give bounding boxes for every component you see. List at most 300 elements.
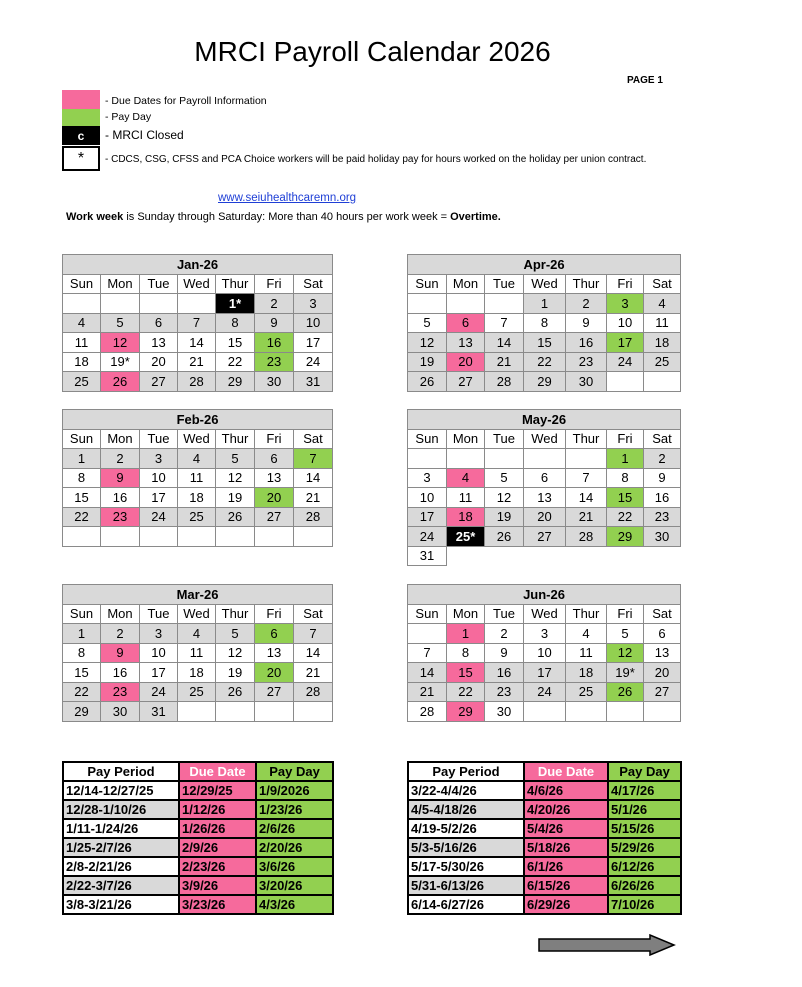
calendar-day: 20 xyxy=(255,488,294,508)
pay-period-cell: 1/11-1/24/26 xyxy=(63,819,179,838)
calendar-day: 2 xyxy=(644,449,681,469)
calendar-day: 9 xyxy=(101,468,140,488)
weekday-header: Tue xyxy=(140,604,178,624)
work-week-note xyxy=(66,211,501,223)
calendar-day: 4 xyxy=(178,449,216,469)
calendar-day: 10 xyxy=(140,468,178,488)
calendar-day: 29 xyxy=(524,372,566,392)
calendar-day: 21 xyxy=(294,488,333,508)
calendar-day: 28 xyxy=(566,527,607,547)
pay-period-table-left xyxy=(62,761,334,915)
weekday-header: Thur xyxy=(566,274,607,294)
calendar-day xyxy=(607,372,644,392)
calendar-day xyxy=(644,372,681,392)
calendar-day: 18 xyxy=(178,488,216,508)
calendar-day: 16 xyxy=(101,488,140,508)
calendar-day: 9 xyxy=(644,468,681,488)
calendar-day: 28 xyxy=(408,702,447,722)
calendar-day: 17 xyxy=(140,663,178,683)
weekday-header: Tue xyxy=(485,429,524,449)
calendar-day: 17 xyxy=(408,507,447,527)
calendar-day: 5 xyxy=(101,313,140,333)
weekday-header: Sat xyxy=(644,604,681,624)
pay-period-cell: 2/22-3/7/26 xyxy=(63,876,179,895)
calendar-day: 13 xyxy=(255,468,294,488)
calendar-day: 15 xyxy=(216,333,255,353)
calendar-day: 2 xyxy=(101,449,140,469)
weekday-header: Mon xyxy=(447,274,485,294)
calendar-day: 10 xyxy=(524,643,566,663)
legend-closed-swatch xyxy=(62,126,100,145)
due-date-cell: 1/26/26 xyxy=(179,819,256,838)
calendar-day: 22 xyxy=(63,682,101,702)
calendar-day: 4 xyxy=(178,624,216,644)
pay-day-cell: 5/15/26 xyxy=(608,819,681,838)
calendar-day: 6 xyxy=(140,313,178,333)
calendar-day: 6 xyxy=(255,449,294,469)
weekday-header: Sun xyxy=(63,604,101,624)
calendar-day: 31 xyxy=(294,372,333,392)
calendar-day: 1 xyxy=(447,624,485,644)
calendar-day xyxy=(408,624,447,644)
calendar-day: 13 xyxy=(140,333,178,353)
calendar-day xyxy=(140,527,178,547)
pay-period-cell: 6/14-6/27/26 xyxy=(408,895,524,914)
calendar-day: 21 xyxy=(178,352,216,372)
month-title: Feb-26 xyxy=(63,410,333,430)
calendar-day: 13 xyxy=(447,333,485,353)
calendar-day: 19 xyxy=(485,507,524,527)
calendar-day: 24 xyxy=(408,527,447,547)
calendar-day: 14 xyxy=(294,643,333,663)
calendar-day: 15 xyxy=(607,488,644,508)
empty-cell xyxy=(485,546,524,566)
calendar-day: 13 xyxy=(524,488,566,508)
calendar-day: 5 xyxy=(408,313,447,333)
pay-table-header: Pay Period xyxy=(63,762,179,781)
calendar-day: 8 xyxy=(607,468,644,488)
month-calendar-may-26 xyxy=(407,409,681,566)
weekday-header: Fri xyxy=(255,274,294,294)
pay-day-cell: 7/10/26 xyxy=(608,895,681,914)
calendar-day: 17 xyxy=(294,333,333,353)
work-week-bold: Work week xyxy=(66,211,124,223)
calendar-day: 3 xyxy=(294,294,333,314)
pay-period-cell: 12/14-12/27/25 xyxy=(63,781,179,800)
pay-period-cell: 5/17-5/30/26 xyxy=(408,857,524,876)
legend-due-swatch xyxy=(62,90,100,109)
pay-period-cell: 4/5-4/18/26 xyxy=(408,800,524,819)
calendar-day: 9 xyxy=(255,313,294,333)
calendar-day xyxy=(178,702,216,722)
calendar-day xyxy=(178,527,216,547)
calendar-day: 14 xyxy=(485,333,524,353)
calendar-day: 20 xyxy=(524,507,566,527)
weekday-header: Mon xyxy=(101,274,140,294)
calendar-day: 26 xyxy=(485,527,524,547)
calendar-day: 4 xyxy=(63,313,101,333)
calendar-day: 21 xyxy=(485,352,524,372)
calendar-day: 15 xyxy=(524,333,566,353)
weekday-header: Mon xyxy=(447,604,485,624)
calendar-day: 27 xyxy=(140,372,178,392)
calendar-day: 22 xyxy=(216,352,255,372)
calendar-day: 19* xyxy=(607,663,644,683)
calendar-day: 4 xyxy=(447,468,485,488)
legend-holiday-symbol: * xyxy=(77,150,85,167)
calendar-day: 2 xyxy=(566,294,607,314)
calendar-day: 7 xyxy=(566,468,607,488)
empty-cell xyxy=(524,546,566,566)
weekday-header: Sat xyxy=(294,274,333,294)
weekday-header: Sat xyxy=(294,429,333,449)
weekday-header: Wed xyxy=(524,604,566,624)
pay-day-cell: 2/6/26 xyxy=(256,819,333,838)
calendar-day: 24 xyxy=(140,507,178,527)
calendar-day: 12 xyxy=(408,333,447,353)
weekday-header: Thur xyxy=(216,604,255,624)
calendar-day: 6 xyxy=(255,624,294,644)
calendar-day: 25 xyxy=(63,372,101,392)
calendar-day xyxy=(101,294,140,314)
calendar-day: 11 xyxy=(566,643,607,663)
calendar-day: 19* xyxy=(101,352,140,372)
calendar-day: 27 xyxy=(644,682,681,702)
due-date-cell: 2/9/26 xyxy=(179,838,256,857)
calendar-day: 23 xyxy=(485,682,524,702)
due-date-cell: 2/23/26 xyxy=(179,857,256,876)
weekday-header: Sun xyxy=(63,429,101,449)
weekday-header: Fri xyxy=(607,604,644,624)
pay-day-cell: 5/29/26 xyxy=(608,838,681,857)
calendar-day: 23 xyxy=(101,682,140,702)
pay-day-cell: 1/9/2026 xyxy=(256,781,333,800)
work-week-text: is Sunday through Saturday: More than 40 hours per work week = xyxy=(123,211,451,223)
calendar-day: 9 xyxy=(101,643,140,663)
pay-day-cell: 6/12/26 xyxy=(608,857,681,876)
calendar-day: 5 xyxy=(607,624,644,644)
weekday-header: Thur xyxy=(566,429,607,449)
weekday-header: Sat xyxy=(644,274,681,294)
calendar-day: 11 xyxy=(447,488,485,508)
due-date-cell: 5/18/26 xyxy=(524,838,608,857)
calendar-day: 18 xyxy=(447,507,485,527)
calendar-day: 12 xyxy=(485,488,524,508)
pay-table-header: Pay Day xyxy=(256,762,333,781)
calendar-day: 16 xyxy=(101,663,140,683)
calendar-day: 10 xyxy=(607,313,644,333)
calendar-day: 20 xyxy=(140,352,178,372)
calendar-day: 1 xyxy=(63,624,101,644)
calendar-day: 24 xyxy=(607,352,644,372)
month-title: May-26 xyxy=(408,410,681,430)
calendar-day: 27 xyxy=(524,527,566,547)
calendar-day: 26 xyxy=(408,372,447,392)
pay-table-header: Pay Period xyxy=(408,762,524,781)
calendar-day: 27 xyxy=(447,372,485,392)
calendar-day xyxy=(566,702,607,722)
due-date-cell: 6/1/26 xyxy=(524,857,608,876)
calendar-day: 6 xyxy=(447,313,485,333)
calendar-day: 9 xyxy=(566,313,607,333)
calendar-day: 6 xyxy=(524,468,566,488)
calendar-day: 18 xyxy=(566,663,607,683)
calendar-day xyxy=(524,449,566,469)
calendar-day: 7 xyxy=(178,313,216,333)
calendar-day: 10 xyxy=(294,313,333,333)
calendar-day: 1 xyxy=(63,449,101,469)
weekday-header: Fri xyxy=(255,429,294,449)
legend-due-text: - Due Dates for Payroll Information xyxy=(105,95,267,107)
empty-cell xyxy=(607,546,644,566)
calendar-day: 18 xyxy=(644,333,681,353)
weekday-header: Fri xyxy=(607,429,644,449)
pay-period-cell: 3/8-3/21/26 xyxy=(63,895,179,914)
calendar-day: 17 xyxy=(140,488,178,508)
month-title: Jun-26 xyxy=(408,585,681,605)
calendar-day: 14 xyxy=(566,488,607,508)
calendar-day: 8 xyxy=(63,643,101,663)
calendar-day: 5 xyxy=(216,449,255,469)
overtime-bold: Overtime. xyxy=(450,211,501,223)
calendar-day: 1 xyxy=(524,294,566,314)
calendar-day: 12 xyxy=(101,333,140,353)
due-date-cell: 1/12/26 xyxy=(179,800,256,819)
calendar-day: 28 xyxy=(485,372,524,392)
calendar-day xyxy=(294,527,333,547)
weekday-header: Fri xyxy=(255,604,294,624)
month-calendar-jan-26 xyxy=(62,254,333,392)
empty-cell xyxy=(447,546,485,566)
weekday-header: Thur xyxy=(566,604,607,624)
month-calendar-jun-26 xyxy=(407,584,681,722)
calendar-day xyxy=(216,527,255,547)
legend-holiday-swatch xyxy=(62,146,100,171)
pay-day-cell: 3/20/26 xyxy=(256,876,333,895)
calendar-day: 31 xyxy=(408,546,447,566)
calendar-day xyxy=(485,449,524,469)
calendar-day: 26 xyxy=(216,507,255,527)
calendar-day: 12 xyxy=(607,643,644,663)
calendar-day: 25 xyxy=(566,682,607,702)
month-calendar-feb-26 xyxy=(62,409,333,547)
weekday-header: Sun xyxy=(408,604,447,624)
calendar-day: 29 xyxy=(216,372,255,392)
calendar-day: 30 xyxy=(101,702,140,722)
due-date-cell: 4/20/26 xyxy=(524,800,608,819)
calendar-day: 10 xyxy=(408,488,447,508)
calendar-day: 1* xyxy=(216,294,255,314)
calendar-day: 11 xyxy=(63,333,101,353)
union-website-link[interactable]: www.seiuhealthcaremn.org xyxy=(218,192,357,204)
pay-period-cell: 12/28-1/10/26 xyxy=(63,800,179,819)
weekday-header: Sun xyxy=(408,274,447,294)
pay-table-header: Due Date xyxy=(524,762,608,781)
weekday-header: Tue xyxy=(485,604,524,624)
month-title: Apr-26 xyxy=(408,255,681,275)
legend-holiday-text: - CDCS, CSG, CFSS and PCA Choice workers will be paid holiday pay for hours worked on the holiday per union contract. xyxy=(105,154,647,165)
pay-table-header: Due Date xyxy=(179,762,256,781)
due-date-cell: 4/6/26 xyxy=(524,781,608,800)
calendar-day xyxy=(524,702,566,722)
calendar-day: 12 xyxy=(216,468,255,488)
calendar-day: 10 xyxy=(140,643,178,663)
weekday-header: Sat xyxy=(294,604,333,624)
pay-day-cell: 4/17/26 xyxy=(608,781,681,800)
calendar-day xyxy=(255,527,294,547)
calendar-day: 24 xyxy=(524,682,566,702)
weekday-header: Mon xyxy=(101,429,140,449)
calendar-day xyxy=(566,449,607,469)
calendar-day xyxy=(101,527,140,547)
weekday-header: Mon xyxy=(447,429,485,449)
calendar-day: 22 xyxy=(524,352,566,372)
calendar-day: 8 xyxy=(447,643,485,663)
calendar-day: 3 xyxy=(607,294,644,314)
calendar-day: 16 xyxy=(566,333,607,353)
calendar-day: 17 xyxy=(524,663,566,683)
weekday-header: Sun xyxy=(63,274,101,294)
due-date-cell: 5/4/26 xyxy=(524,819,608,838)
calendar-day: 7 xyxy=(408,643,447,663)
calendar-day xyxy=(485,294,524,314)
calendar-day: 2 xyxy=(485,624,524,644)
calendar-day xyxy=(294,702,333,722)
weekday-header: Wed xyxy=(178,274,216,294)
calendar-day xyxy=(447,294,485,314)
calendar-day: 26 xyxy=(216,682,255,702)
calendar-day: 20 xyxy=(447,352,485,372)
calendar-day: 7 xyxy=(485,313,524,333)
weekday-header: Thur xyxy=(216,429,255,449)
calendar-day: 3 xyxy=(140,449,178,469)
weekday-header: Mon xyxy=(101,604,140,624)
next-page-arrow-icon xyxy=(538,934,678,956)
empty-cell xyxy=(566,546,607,566)
pay-period-cell: 5/3-5/16/26 xyxy=(408,838,524,857)
month-calendar-apr-26 xyxy=(407,254,681,392)
calendar-day: 25* xyxy=(447,527,485,547)
calendar-day: 14 xyxy=(408,663,447,683)
calendar-day: 19 xyxy=(216,663,255,683)
legend-closed-symbol: c xyxy=(77,129,85,143)
calendar-day: 25 xyxy=(644,352,681,372)
calendar-day xyxy=(408,294,447,314)
calendar-day: 4 xyxy=(566,624,607,644)
month-title: Mar-26 xyxy=(63,585,333,605)
calendar-day: 26 xyxy=(607,682,644,702)
calendar-day: 18 xyxy=(178,663,216,683)
calendar-day xyxy=(644,702,681,722)
due-date-cell: 12/29/25 xyxy=(179,781,256,800)
calendar-day: 5 xyxy=(485,468,524,488)
pay-period-cell: 1/25-2/7/26 xyxy=(63,838,179,857)
calendar-day: 30 xyxy=(255,372,294,392)
weekday-header: Sat xyxy=(644,429,681,449)
pay-period-cell: 5/31-6/13/26 xyxy=(408,876,524,895)
calendar-day: 4 xyxy=(644,294,681,314)
calendar-day: 29 xyxy=(607,527,644,547)
calendar-day: 16 xyxy=(255,333,294,353)
calendar-day: 21 xyxy=(408,682,447,702)
calendar-day: 20 xyxy=(255,663,294,683)
calendar-day: 19 xyxy=(408,352,447,372)
calendar-day: 16 xyxy=(485,663,524,683)
pay-day-cell: 4/3/26 xyxy=(256,895,333,914)
weekday-header: Wed xyxy=(178,429,216,449)
weekday-header: Tue xyxy=(140,429,178,449)
calendar-day: 16 xyxy=(644,488,681,508)
calendar-day: 21 xyxy=(566,507,607,527)
calendar-day: 23 xyxy=(566,352,607,372)
calendar-day: 3 xyxy=(140,624,178,644)
calendar-day xyxy=(140,294,178,314)
page-title: MRCI Payroll Calendar 2026 xyxy=(194,36,551,67)
pay-day-cell: 6/26/26 xyxy=(608,876,681,895)
calendar-day: 30 xyxy=(566,372,607,392)
calendar-day: 29 xyxy=(63,702,101,722)
due-date-cell: 3/23/26 xyxy=(179,895,256,914)
calendar-day: 26 xyxy=(101,372,140,392)
weekday-header: Wed xyxy=(524,274,566,294)
calendar-day: 21 xyxy=(294,663,333,683)
calendar-day: 20 xyxy=(644,663,681,683)
weekday-header: Tue xyxy=(485,274,524,294)
calendar-day xyxy=(178,294,216,314)
calendar-day: 27 xyxy=(255,507,294,527)
calendar-day: 31 xyxy=(140,702,178,722)
calendar-day: 3 xyxy=(524,624,566,644)
calendar-day: 19 xyxy=(216,488,255,508)
calendar-day: 28 xyxy=(294,682,333,702)
calendar-day: 23 xyxy=(255,352,294,372)
pay-day-cell: 1/23/26 xyxy=(256,800,333,819)
calendar-day: 7 xyxy=(294,449,333,469)
calendar-day: 8 xyxy=(63,468,101,488)
calendar-day: 15 xyxy=(63,488,101,508)
calendar-day: 9 xyxy=(485,643,524,663)
page-number: PAGE 1 xyxy=(627,75,663,86)
calendar-day: 8 xyxy=(216,313,255,333)
calendar-day xyxy=(63,294,101,314)
calendar-day: 12 xyxy=(216,643,255,663)
empty-cell xyxy=(644,546,681,566)
calendar-day: 15 xyxy=(447,663,485,683)
calendar-day: 25 xyxy=(178,682,216,702)
month-calendar-mar-26 xyxy=(62,584,333,722)
pay-table-header: Pay Day xyxy=(608,762,681,781)
calendar-day: 28 xyxy=(178,372,216,392)
calendar-day: 8 xyxy=(524,313,566,333)
calendar-day: 7 xyxy=(294,624,333,644)
legend-closed-text: - MRCI Closed xyxy=(105,128,184,142)
pay-period-cell: 3/22-4/4/26 xyxy=(408,781,524,800)
pay-period-cell: 4/19-5/2/26 xyxy=(408,819,524,838)
calendar-day xyxy=(408,449,447,469)
calendar-day: 30 xyxy=(644,527,681,547)
weekday-header: Wed xyxy=(178,604,216,624)
weekday-header: Thur xyxy=(216,274,255,294)
calendar-day: 11 xyxy=(644,313,681,333)
calendar-day xyxy=(63,527,101,547)
weekday-header: Sun xyxy=(408,429,447,449)
calendar-day: 14 xyxy=(178,333,216,353)
calendar-day: 17 xyxy=(607,333,644,353)
calendar-day: 6 xyxy=(644,624,681,644)
calendar-day: 13 xyxy=(255,643,294,663)
weekday-header: Tue xyxy=(140,274,178,294)
calendar-day: 5 xyxy=(216,624,255,644)
